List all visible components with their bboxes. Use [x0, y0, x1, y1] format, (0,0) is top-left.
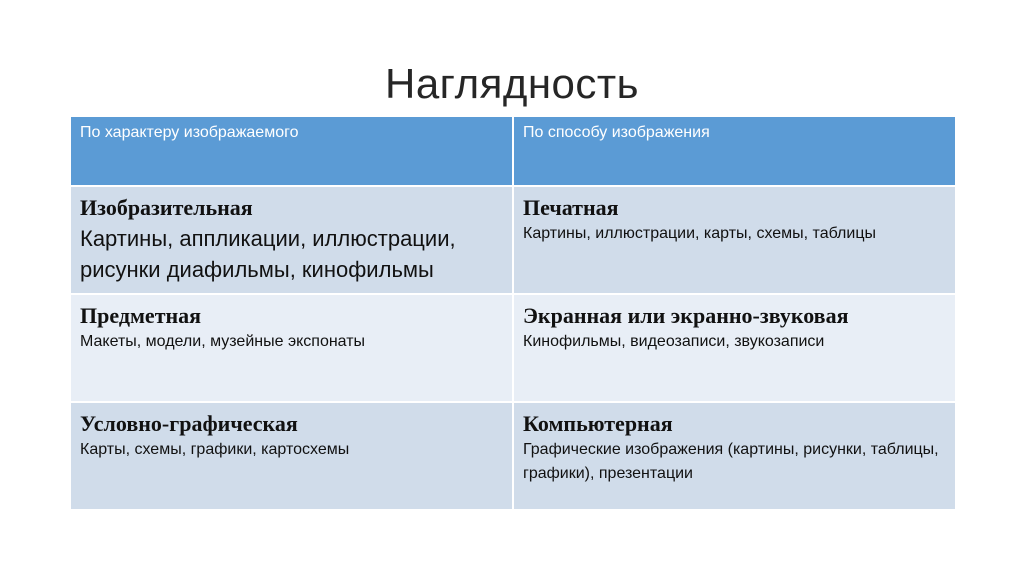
cell-heading: Изобразительная — [80, 195, 253, 220]
classification-table — [69, 115, 957, 511]
header-cell-left — [70, 116, 513, 186]
cell-description: Графические изображения (картины, рисунки, таблицы, графики), презентации — [523, 441, 939, 482]
header-label: По характеру изображаемого — [80, 124, 299, 141]
cell-heading: Предметная — [80, 303, 202, 328]
cell-description: Карты, схемы, графики, картосхемы — [80, 441, 350, 458]
table-cell — [70, 186, 513, 294]
cell-description: Кинофильмы, видеозаписи, звукозаписи — [523, 333, 825, 350]
header-label: По способу изображения — [523, 124, 710, 141]
cell-heading: Компьютерная — [523, 411, 673, 436]
slide-title: Наглядность — [384, 60, 639, 107]
header-cell-right — [513, 116, 956, 186]
table-row — [70, 294, 956, 402]
table-cell — [513, 186, 956, 294]
cell-description: Картины, иллюстрации, карты, схемы, таблицы — [523, 225, 876, 242]
table-row — [70, 186, 956, 294]
table-cell — [513, 294, 956, 402]
table-row — [70, 402, 956, 510]
table-header-row — [70, 116, 956, 186]
cell-heading: Печатная — [523, 195, 619, 220]
cell-description: Макеты, модели, музейные экспонаты — [80, 333, 366, 350]
cell-heading: Условно-графическая — [80, 411, 298, 436]
table-cell — [70, 294, 513, 402]
table-cell — [513, 402, 956, 510]
cell-description: Картины, аппликации, иллюстрации, рисунки диафильмы, кинофильмы — [80, 226, 456, 282]
table-cell — [70, 402, 513, 510]
cell-heading: Экранная или экранно-звуковая — [523, 303, 849, 328]
